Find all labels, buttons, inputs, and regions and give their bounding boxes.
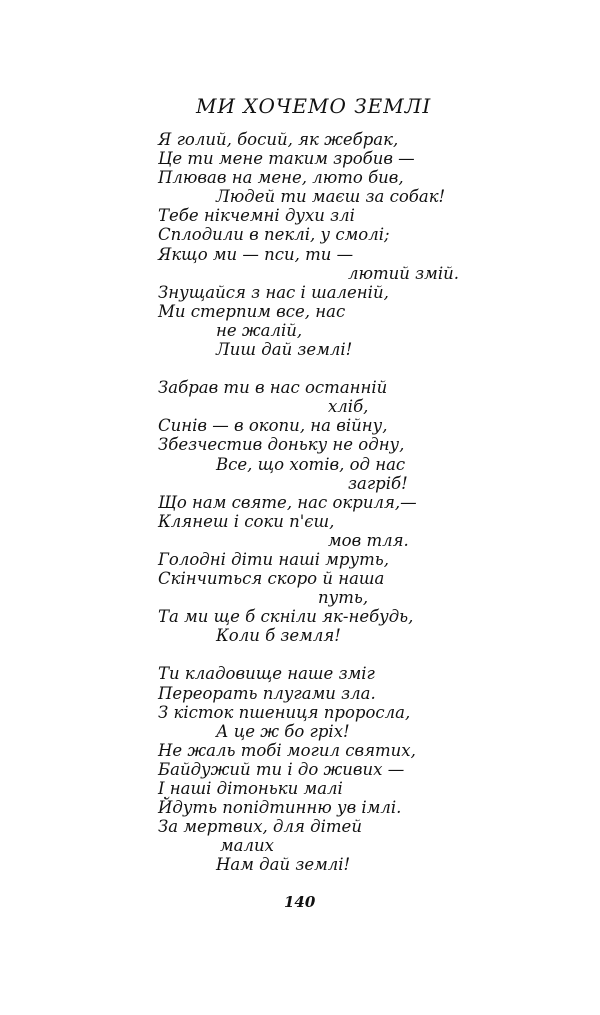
poem-line: Ми стерпим все, нас (158, 301, 346, 321)
poem-line: Знущайся з нас і шаленій, (158, 282, 389, 302)
poem-line: Коли б земля! (216, 626, 341, 646)
poem-line: Нам дай землі! (216, 855, 351, 875)
page-number: 140 (284, 893, 316, 911)
poem-line: Клянеш і соки п'єш, (158, 511, 335, 531)
poem-line: Скінчиться скоро й наша (158, 569, 385, 589)
poem-line: малих (220, 836, 274, 856)
poem-line: загріб! (348, 473, 408, 493)
poem-line: Якщо ми — пси, ти — (158, 244, 354, 264)
poem-line: Я голий, босий, як жебрак, (158, 130, 399, 149)
poem-line: Все, що хотів, од нас (216, 454, 406, 474)
stanza (158, 378, 478, 645)
poem-line: Забрав ти в нас останній (158, 378, 388, 398)
stanza-gap (158, 645, 478, 664)
poem-line: Збезчестив доньку не одну, (158, 435, 405, 455)
poem-line: Що нам святе, нас окриля,— (158, 492, 417, 512)
poem-line: Ти кладовище наше зміг (158, 664, 375, 684)
poem-line: Тебе нікчемні духи злі (158, 206, 355, 226)
poem-line: Не жаль тобі могил святих, (158, 740, 416, 760)
poem-line: З кісток пшениця проросла, (158, 702, 411, 722)
poem-line: хліб, (328, 397, 369, 417)
poem-line: Та ми ще б скніли як-небудь, (158, 607, 414, 627)
poem-line: Йдуть попідтинню ув імлі. (158, 798, 402, 818)
poem-line: Переорать плугами зла. (158, 683, 376, 703)
poem-line: Синів — в окопи, на війну, (158, 416, 388, 436)
poem-line: Це ти мене таким зробив — (158, 149, 415, 169)
stanza-gap (158, 359, 478, 378)
poem-line: мов тля. (328, 530, 409, 550)
poem-line: не жалій, (216, 320, 303, 340)
poem-line: путь, (318, 588, 369, 608)
poem-body (158, 130, 478, 874)
poem-line: Плював на мене, люто бив, (158, 168, 404, 188)
stanza (158, 130, 478, 359)
poem-line: Байдужий ти і до живих — (158, 759, 405, 779)
poem-line: Людей ти маєш за собак! (216, 187, 446, 207)
poem-line: За мертвих, для дітей (158, 817, 362, 837)
poem-line: Лиш дай землі! (216, 340, 353, 360)
poem-title: МИ ХОЧЕМО ЗЕМЛІ (196, 94, 432, 118)
poem-line: Сплодили в пеклі, у смолі; (158, 225, 390, 245)
poem-line: Голодні діти наші мруть, (158, 549, 389, 569)
poem-line: І наші дітоньки малі (158, 779, 343, 798)
stanza (158, 664, 478, 874)
poem-line: лютий змій. (348, 263, 460, 283)
poem-line: А це ж бо гріх! (216, 721, 350, 741)
